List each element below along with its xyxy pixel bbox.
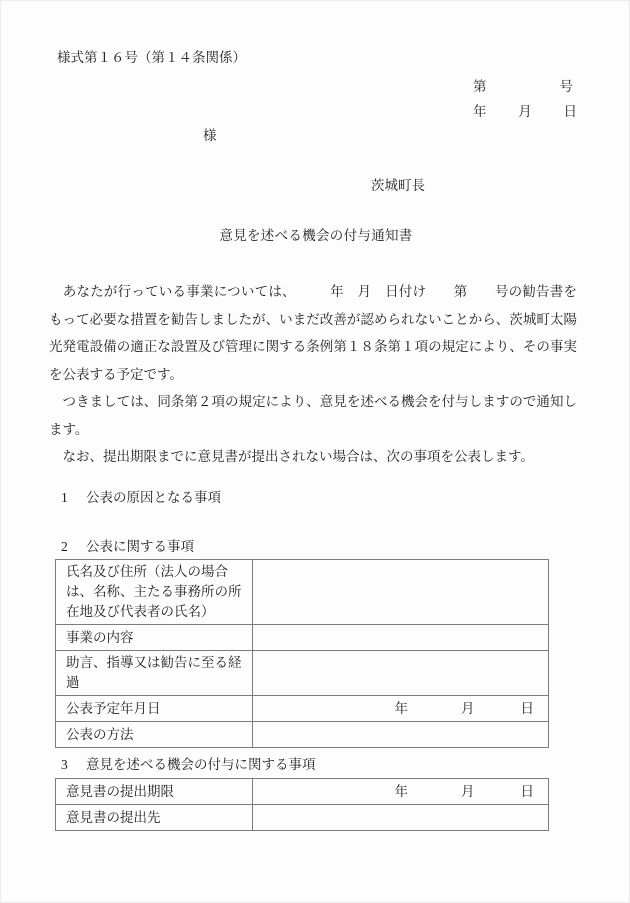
date-day-label: 日 — [520, 783, 534, 799]
publication-info-table — [55, 559, 549, 748]
row-label-publication-method: 公表の方法 — [56, 722, 253, 748]
table-row-publication-method — [56, 722, 549, 748]
section-3-title: 意見を述べる機会の付与に関する事項 — [86, 757, 316, 772]
section-heading-3 — [61, 757, 316, 773]
row-label-submission-destination: 意見書の提出先 — [56, 805, 253, 831]
section-heading-2 — [61, 539, 194, 555]
form-number: 様式第１６号（第１４条関係） — [57, 50, 246, 65]
doc-number-line — [473, 79, 573, 95]
row-value-business-content — [253, 625, 549, 651]
row-label-business-content: 事業の内容 — [56, 625, 253, 651]
section-1-number: 1 — [61, 490, 68, 505]
issue-date-day-label: 日 — [563, 104, 577, 119]
section-heading-1 — [61, 490, 221, 506]
publication-date-cell — [263, 699, 540, 719]
row-value-guidance-history — [253, 651, 549, 696]
addressee-honorific: 様 — [203, 128, 217, 143]
body-paragraph-2: つきましては、同条第２項の規定により、意見を述べる機会を付与しますので通知します。 — [49, 394, 577, 437]
table-row-business-content — [56, 625, 549, 651]
doc-number-suffix: 号 — [559, 79, 573, 94]
row-value-submission-destination — [253, 805, 549, 831]
section-1-title: 公表の原因となる事項 — [86, 490, 221, 505]
row-value-name-address — [253, 560, 549, 625]
document-title: 意見を述べる機会の付与通知書 — [219, 228, 413, 243]
date-month-label: 月 — [461, 783, 475, 799]
issue-date-year-label: 年 — [473, 104, 487, 119]
body-text — [49, 278, 577, 471]
date-year-label: 年 — [394, 700, 408, 716]
table-row-submission-destination — [56, 805, 549, 831]
table-row-guidance-history — [56, 651, 549, 696]
section-2-title: 公表に関する事項 — [86, 539, 194, 554]
table-row-submission-deadline — [56, 779, 549, 805]
section-3-number: 3 — [61, 757, 68, 772]
table-row-name-address — [56, 560, 549, 625]
row-value-publication-date — [253, 696, 549, 722]
body-paragraph-1: あなたが行っている事業については、 年 月 日付け 第 号の勧告書をもって必要な措置を勧告しましたが、いまだ改善が認められないことから、茨城町太陽光発電設備の適正な設置及び管理に関する条例第１８条第１項の規定により、その事実を公表する予定です。 — [49, 284, 577, 382]
doc-number-prefix: 第 — [473, 79, 487, 94]
date-year-label: 年 — [394, 783, 408, 799]
table-row-publication-date — [56, 696, 549, 722]
row-label-submission-deadline: 意見書の提出期限 — [56, 779, 253, 805]
date-month-label: 月 — [461, 700, 475, 716]
row-label-name-address: 氏名及び住所（法人の場合は、名称、主たる事務所の所在地及び代表者の氏名） — [56, 560, 253, 625]
row-label-publication-date: 公表予定年月日 — [56, 696, 253, 722]
issue-date-line — [473, 104, 577, 120]
row-value-publication-method — [253, 722, 549, 748]
issue-date-month-label: 月 — [518, 104, 532, 119]
date-day-label: 日 — [520, 700, 534, 716]
row-value-submission-deadline — [253, 779, 549, 805]
opinion-opportunity-table — [55, 778, 549, 831]
row-label-guidance-history: 助言、指導又は勧告に至る経過 — [56, 651, 253, 696]
sender-name: 茨城町長 — [371, 178, 425, 193]
body-paragraph-3: なお、提出期限までに意見書が提出されない場合は、次の事項を公表します。 — [49, 449, 534, 464]
section-2-number: 2 — [61, 539, 68, 554]
deadline-date-cell — [263, 782, 540, 802]
